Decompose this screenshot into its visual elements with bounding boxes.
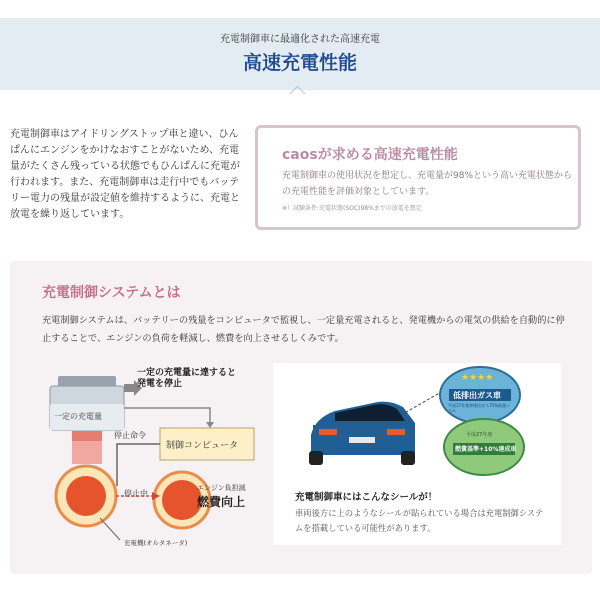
sticker-stars: ★★★★ bbox=[461, 373, 494, 383]
header-subtitle: 充電制御車に最適化された高速充電 bbox=[220, 34, 380, 45]
fuel-efficiency-label: 燃費向上 bbox=[197, 495, 246, 509]
computer-label: 制御コンピュータ bbox=[166, 441, 239, 451]
battery-label: 一定の充電量 bbox=[54, 412, 102, 421]
caos-box-text: 充電制御車の使用状況を想定し、充電量が98%という高い充電状態からの充電性能を評価対象としています。 bbox=[282, 171, 573, 197]
sticker-low-emission-small: 平成17年基準排出ガス75%低減レベル bbox=[448, 403, 510, 413]
car-sticker-card bbox=[273, 363, 561, 545]
charge-control-diagram bbox=[42, 368, 277, 553]
header-title: 高速充電性能 bbox=[242, 52, 357, 74]
charge-control-panel bbox=[10, 261, 592, 574]
sticker-low-emission: 低排出ガス車 bbox=[453, 391, 501, 400]
diagram-graphic bbox=[42, 368, 277, 553]
car-caption-text: 車両後方に上のようなシールが貼られている場合は充電制御システムを搭載している可能性があります。 bbox=[295, 508, 544, 533]
caos-box-note: ※）試験条件:充電状態(SOC)98%までの放電を想定 bbox=[282, 205, 422, 212]
caos-box-title: caosが求める高速充電性能 bbox=[282, 147, 458, 163]
chevron-up-icon bbox=[290, 86, 306, 102]
page-header bbox=[0, 18, 600, 90]
stop-command-label: 停止命令 bbox=[114, 431, 146, 440]
panel-title: 充電制御システムとは bbox=[42, 285, 181, 301]
alternator-label: 充電機(オルタネータ) bbox=[124, 539, 188, 547]
diagram-top-label: 一定の充電量に達すると 発電を停止 bbox=[137, 368, 237, 389]
stopped-label: 停止中 bbox=[124, 489, 148, 498]
engine-load-label: エンジン負担減 bbox=[197, 484, 246, 492]
intro-paragraph: 充電制御車はアイドリングストップ車と違い、ひんぱんにエンジンをかけなおすことがないため、充電量がたくさん残っている状態でもひんぱんに充電が行われます。また、充電制御車は走行中でもバッテリー電力の残量が設定値を維持するように、充電と放電を繰り返しています。 bbox=[10, 129, 240, 220]
car-caption-title: 充電制御車にはこんなシールが！ bbox=[295, 492, 438, 503]
panel-description: 充電制御システムは、バッテリーの残量をコンピュータで監視し、一定量充電されると、発電機からの電気の供給を自動的に停止することで、エンジンの負荷を軽減し、燃費を向上させるしくみです。 bbox=[42, 315, 565, 344]
sticker-fuel-efficiency: 燃費基準+10%達成車 bbox=[455, 446, 517, 453]
sticker-fuel-year: 平成27年度 bbox=[466, 432, 493, 438]
caos-info-box bbox=[255, 125, 581, 230]
